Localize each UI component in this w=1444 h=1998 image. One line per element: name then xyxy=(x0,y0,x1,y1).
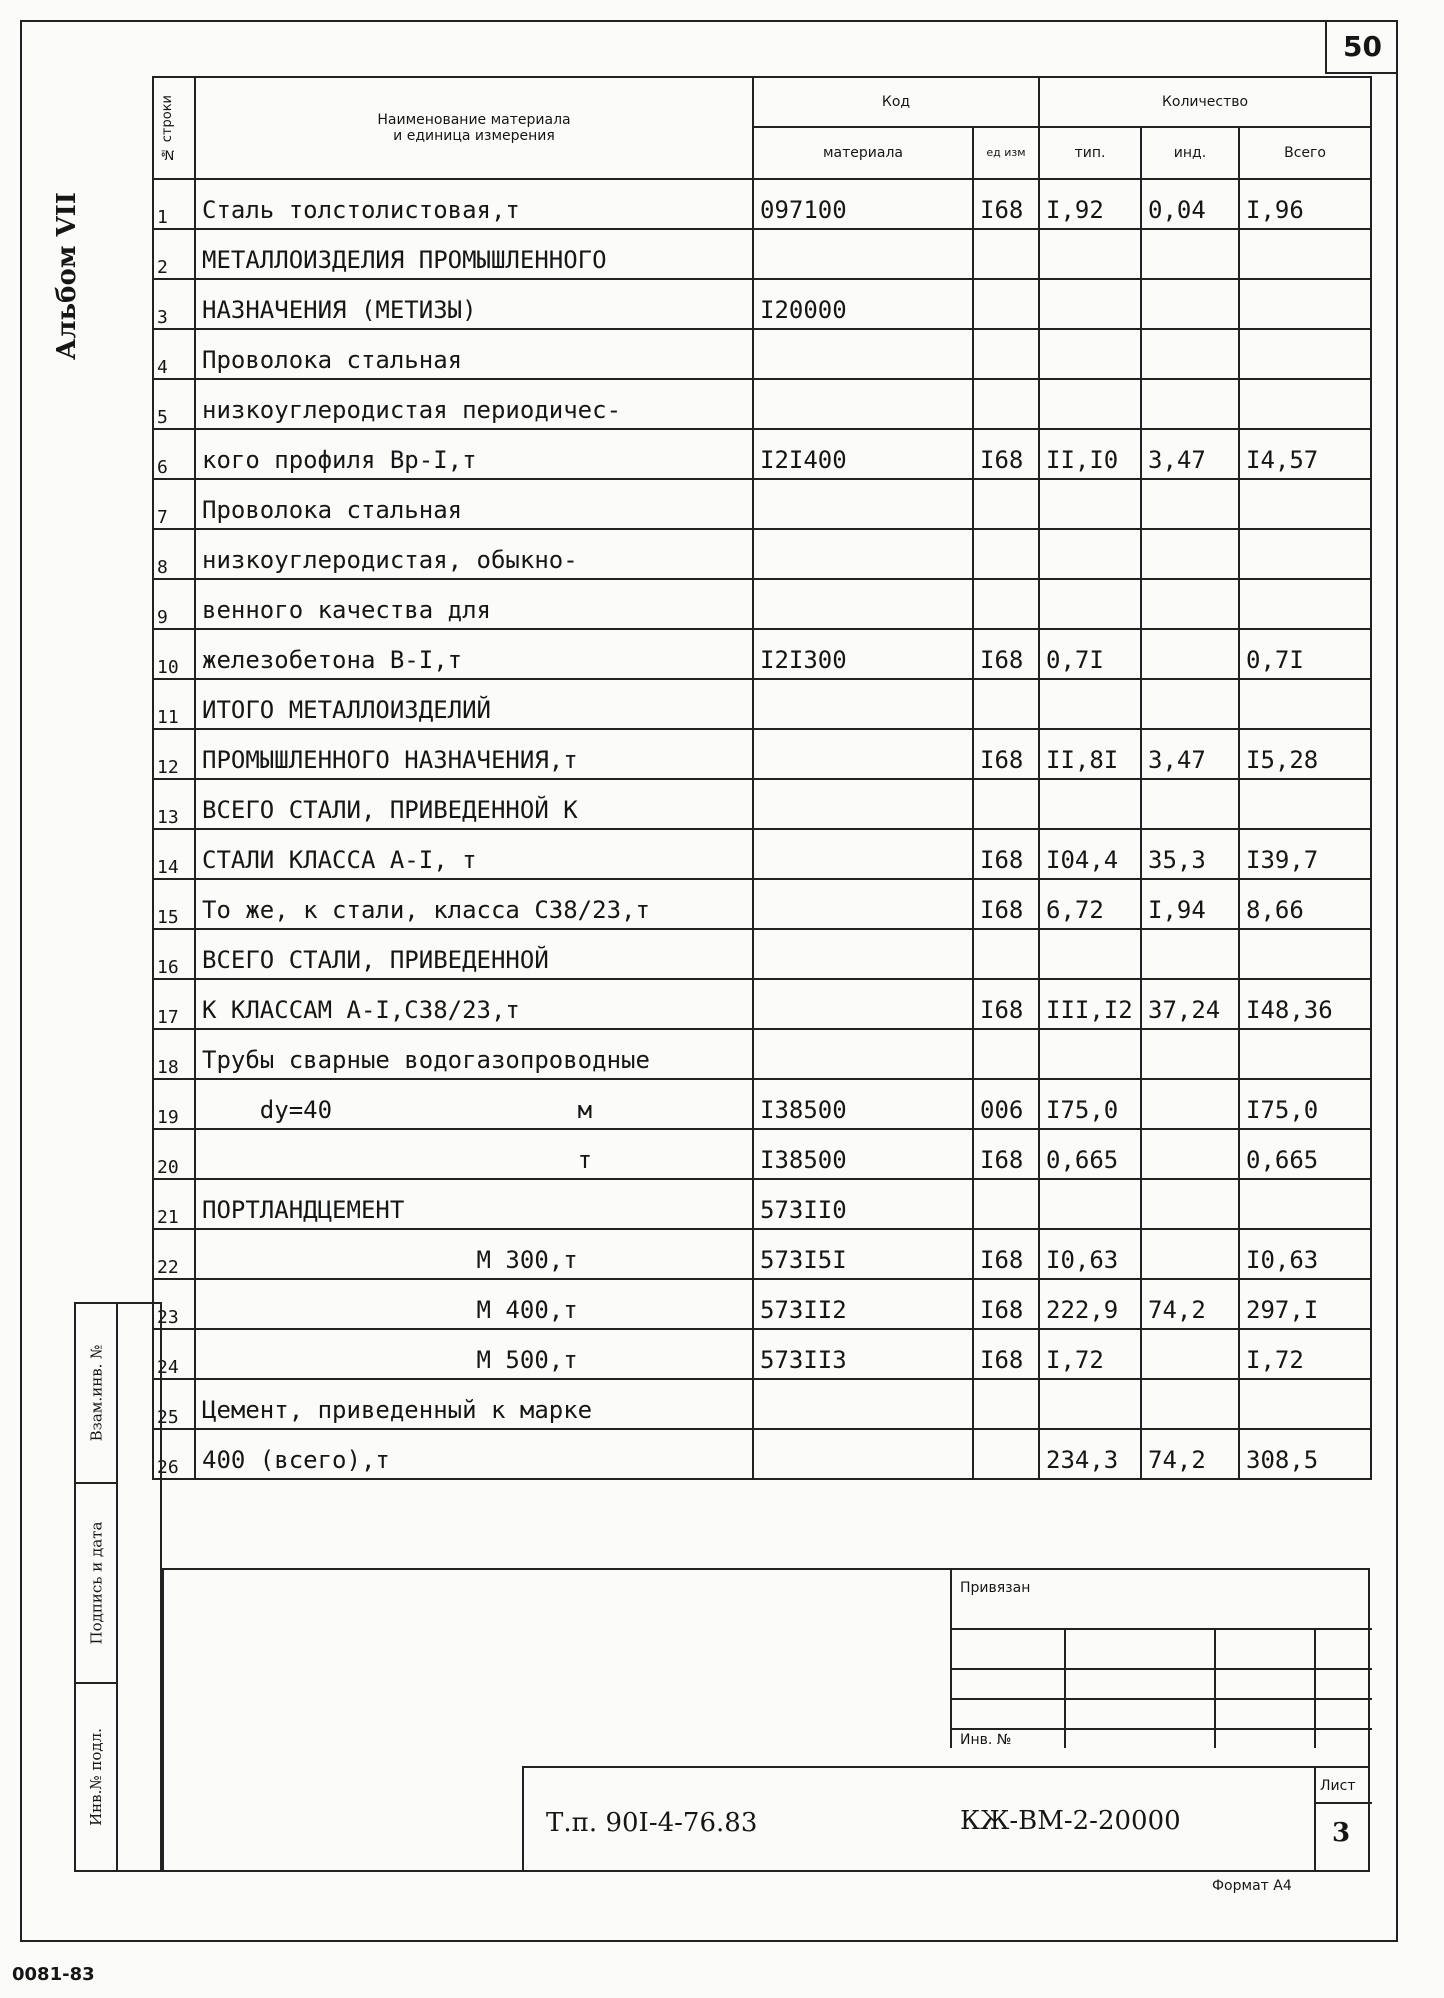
qty-total xyxy=(1239,479,1371,529)
qty-total: I39,7 xyxy=(1239,829,1371,879)
table-row xyxy=(153,1179,1371,1229)
material-name: Трубы сварные водогазопроводные xyxy=(195,1029,753,1079)
privyazan-col xyxy=(1314,1628,1316,1748)
tp-code: Т.п. 90I-4-76.83 xyxy=(546,1808,758,1838)
qty-total: 297,I xyxy=(1239,1279,1371,1329)
qty-total xyxy=(1239,1179,1371,1229)
unit-code: I68 xyxy=(973,179,1039,229)
row-number: 9 xyxy=(153,579,195,629)
qty-total: I4,57 xyxy=(1239,429,1371,479)
qty-tip: II,8I xyxy=(1039,729,1141,779)
qty-tip: 6,72 xyxy=(1039,879,1141,929)
qty-ind xyxy=(1141,629,1239,679)
qty-tip xyxy=(1039,229,1141,279)
material-name: Сталь толстолистовая,т xyxy=(195,179,753,229)
qty-total xyxy=(1239,679,1371,729)
qty-ind xyxy=(1141,229,1239,279)
unit-code: I68 xyxy=(973,629,1039,679)
privyazan-label: Привязан xyxy=(960,1580,1031,1596)
material-name: 400 (всего),т xyxy=(195,1429,753,1479)
header-code-unit: ед изм xyxy=(973,127,1039,179)
material-code xyxy=(753,779,973,829)
privyazan-line xyxy=(952,1728,1372,1730)
qty-tip: III,I2 xyxy=(1039,979,1141,1029)
material-name: ВСЕГО СТАЛИ, ПРИВЕДЕННОЙ xyxy=(195,929,753,979)
privyazan-col xyxy=(1064,1628,1066,1748)
table-row xyxy=(153,1379,1371,1429)
header-row-number: № строки xyxy=(153,77,195,179)
material-name: ПРОМЫШЛЕННОГО НАЗНАЧЕНИЯ,т xyxy=(195,729,753,779)
table-row xyxy=(153,179,1371,229)
header-code: Код xyxy=(753,77,1039,127)
qty-total xyxy=(1239,1029,1371,1079)
album-label: Альбом VII xyxy=(52,192,82,360)
material-code: I2I300 xyxy=(753,629,973,679)
qty-total: I75,0 xyxy=(1239,1079,1371,1129)
row-number: 23 xyxy=(153,1279,195,1329)
qty-total xyxy=(1239,279,1371,329)
unit-code xyxy=(973,379,1039,429)
row-number: 17 xyxy=(153,979,195,1029)
qty-tip xyxy=(1039,679,1141,729)
material-code xyxy=(753,879,973,929)
qty-tip: 222,9 xyxy=(1039,1279,1141,1329)
material-name: dy=40 м xyxy=(195,1079,753,1129)
row-number: 11 xyxy=(153,679,195,729)
qty-total: 0,665 xyxy=(1239,1129,1371,1179)
table-row xyxy=(153,729,1371,779)
row-number: 18 xyxy=(153,1029,195,1079)
header-material-name: Наименование материала и единица измерения xyxy=(195,77,753,179)
table-row xyxy=(153,279,1371,329)
table-row xyxy=(153,629,1371,679)
table-row xyxy=(153,879,1371,929)
qty-ind: 74,2 xyxy=(1141,1279,1239,1329)
qty-ind: 74,2 xyxy=(1141,1429,1239,1479)
material-name: НАЗНАЧЕНИЯ (МЕТИЗЫ) xyxy=(195,279,753,329)
unit-code: I68 xyxy=(973,1329,1039,1379)
qty-ind xyxy=(1141,479,1239,529)
unit-code: I68 xyxy=(973,1279,1039,1329)
material-name: Проволока стальная xyxy=(195,479,753,529)
header-code-material: материала xyxy=(753,127,973,179)
qty-ind: 35,3 xyxy=(1141,829,1239,879)
qty-tip: I,72 xyxy=(1039,1329,1141,1379)
material-code xyxy=(753,479,973,529)
qty-total xyxy=(1239,529,1371,579)
qty-tip xyxy=(1039,779,1141,829)
qty-total xyxy=(1239,329,1371,379)
material-code xyxy=(753,979,973,1029)
unit-code xyxy=(973,679,1039,729)
qty-tip xyxy=(1039,1029,1141,1079)
material-name: СТАЛИ КЛАССА А-I, т xyxy=(195,829,753,879)
qty-ind xyxy=(1141,1179,1239,1229)
table-row xyxy=(153,429,1371,479)
material-code: I38500 xyxy=(753,1129,973,1179)
doc-code: КЖ-ВМ-2-20000 xyxy=(960,1806,1181,1836)
material-name: Цемент, приведенный к марке xyxy=(195,1379,753,1429)
qty-ind xyxy=(1141,379,1239,429)
left-approval-stamp xyxy=(74,1302,162,1872)
table-row xyxy=(153,779,1371,829)
table-row xyxy=(153,829,1371,879)
qty-ind xyxy=(1141,929,1239,979)
qty-total xyxy=(1239,929,1371,979)
qty-tip xyxy=(1039,279,1141,329)
unit-code: I68 xyxy=(973,979,1039,1029)
qty-total: I0,63 xyxy=(1239,1229,1371,1279)
material-name: венного качества для xyxy=(195,579,753,629)
qty-total xyxy=(1239,379,1371,429)
row-number: 3 xyxy=(153,279,195,329)
qty-tip: 0,7I xyxy=(1039,629,1141,679)
material-code: I2I400 xyxy=(753,429,973,479)
material-name: То же, к стали, класса С38/23,т xyxy=(195,879,753,929)
unit-code xyxy=(973,1379,1039,1429)
page-number: 50 xyxy=(1325,20,1398,74)
qty-tip: II,I0 xyxy=(1039,429,1141,479)
unit-code xyxy=(973,929,1039,979)
material-code xyxy=(753,579,973,629)
row-number: 2 xyxy=(153,229,195,279)
row-number: 24 xyxy=(153,1329,195,1379)
material-code: 573II2 xyxy=(753,1279,973,1329)
material-code xyxy=(753,929,973,979)
qty-tip: I75,0 xyxy=(1039,1079,1141,1129)
unit-code xyxy=(973,1429,1039,1479)
qty-ind xyxy=(1141,679,1239,729)
qty-ind xyxy=(1141,1129,1239,1179)
table-row xyxy=(153,529,1371,579)
unit-code: I68 xyxy=(973,1229,1039,1279)
unit-code: I68 xyxy=(973,429,1039,479)
table-row xyxy=(153,1329,1371,1379)
material-name: низкоуглеродистая, обыкно- xyxy=(195,529,753,579)
qty-total xyxy=(1239,229,1371,279)
qty-total xyxy=(1239,579,1371,629)
unit-code xyxy=(973,329,1039,379)
materials-table xyxy=(152,76,1372,1480)
stamp-inv-podl: Инв.№ подл. xyxy=(87,1728,106,1826)
table-row xyxy=(153,579,1371,629)
sheet-divider xyxy=(1314,1768,1316,1872)
material-code: 573II3 xyxy=(753,1329,973,1379)
sheet-divider-h xyxy=(1314,1802,1372,1804)
qty-ind xyxy=(1141,779,1239,829)
privyazan-line xyxy=(952,1628,1372,1630)
archive-code: 0081-83 xyxy=(12,1964,95,1985)
privyazan-line xyxy=(952,1698,1372,1700)
table-row xyxy=(153,379,1371,429)
material-name: ВСЕГО СТАЛИ, ПРИВЕДЕННОЙ К xyxy=(195,779,753,829)
qty-total: I,72 xyxy=(1239,1329,1371,1379)
material-code xyxy=(753,379,973,429)
material-name: Проволока стальная xyxy=(195,329,753,379)
row-number: 14 xyxy=(153,829,195,879)
qty-tip xyxy=(1039,379,1141,429)
table-row xyxy=(153,1129,1371,1179)
qty-tip: I,92 xyxy=(1039,179,1141,229)
material-name: ПОРТЛАНДЦЕМЕНТ xyxy=(195,1179,753,1229)
header-quantity: Количество xyxy=(1039,77,1371,127)
table-row xyxy=(153,679,1371,729)
qty-ind xyxy=(1141,529,1239,579)
qty-ind: 3,47 xyxy=(1141,429,1239,479)
material-code xyxy=(753,229,973,279)
header-qty-ind: инд. xyxy=(1141,127,1239,179)
row-number: 1 xyxy=(153,179,195,229)
row-number: 6 xyxy=(153,429,195,479)
row-number: 19 xyxy=(153,1079,195,1129)
material-code xyxy=(753,329,973,379)
stamp-vzam-inv: Взам.инв. № xyxy=(76,1304,116,1484)
material-name: М 300,т xyxy=(195,1229,753,1279)
unit-code: 006 xyxy=(973,1079,1039,1129)
row-number: 20 xyxy=(153,1129,195,1179)
qty-tip xyxy=(1039,479,1141,529)
qty-total xyxy=(1239,1379,1371,1429)
row-number: 22 xyxy=(153,1229,195,1279)
qty-ind xyxy=(1141,1029,1239,1079)
table-row xyxy=(153,479,1371,529)
unit-code xyxy=(973,529,1039,579)
qty-ind: 0,04 xyxy=(1141,179,1239,229)
qty-tip xyxy=(1039,579,1141,629)
unit-code xyxy=(973,579,1039,629)
unit-code: I68 xyxy=(973,879,1039,929)
table-row xyxy=(153,1429,1371,1479)
qty-tip: 234,3 xyxy=(1039,1429,1141,1479)
material-code: 097100 xyxy=(753,179,973,229)
qty-tip xyxy=(1039,1179,1141,1229)
privyazan-block xyxy=(950,1568,1370,1748)
unit-code xyxy=(973,779,1039,829)
materials-rows xyxy=(153,179,1371,1479)
row-number: 10 xyxy=(153,629,195,679)
material-code xyxy=(753,1379,973,1429)
header-qty-total: Всего xyxy=(1239,127,1371,179)
table-row xyxy=(153,1029,1371,1079)
qty-ind xyxy=(1141,1079,1239,1129)
material-name: т xyxy=(195,1129,753,1179)
row-number: 15 xyxy=(153,879,195,929)
sheet-number: 3 xyxy=(1332,1818,1351,1848)
format-label: Формат А4 xyxy=(1212,1878,1292,1894)
unit-code xyxy=(973,479,1039,529)
material-name: К КЛАССАМ А-I,С38/23,т xyxy=(195,979,753,1029)
row-number: 5 xyxy=(153,379,195,429)
sheet-label: Лист xyxy=(1320,1778,1356,1794)
privyazan-col xyxy=(1214,1628,1216,1748)
material-name: ИТОГО МЕТАЛЛОИЗДЕЛИЙ xyxy=(195,679,753,729)
qty-tip: I04,4 xyxy=(1039,829,1141,879)
qty-ind: 37,24 xyxy=(1141,979,1239,1029)
qty-total: 308,5 xyxy=(1239,1429,1371,1479)
stamp-divider xyxy=(116,1304,118,1870)
table-row xyxy=(153,979,1371,1029)
qty-total: I,96 xyxy=(1239,179,1371,229)
unit-code: I68 xyxy=(973,1129,1039,1179)
header-qty-tip: тип. xyxy=(1039,127,1141,179)
material-code xyxy=(753,529,973,579)
material-name: кого профиля Вр-I,т xyxy=(195,429,753,479)
unit-code xyxy=(973,229,1039,279)
table-row xyxy=(153,929,1371,979)
title-block xyxy=(522,1766,1370,1872)
material-name: МЕТАЛЛОИЗДЕЛИЯ ПРОМЫШЛЕННОГО xyxy=(195,229,753,279)
table-row xyxy=(153,1279,1371,1329)
unit-code xyxy=(973,279,1039,329)
qty-ind xyxy=(1141,329,1239,379)
qty-tip: 0,665 xyxy=(1039,1129,1141,1179)
row-number: 4 xyxy=(153,329,195,379)
material-name: железобетона В-I,т xyxy=(195,629,753,679)
qty-total: I5,28 xyxy=(1239,729,1371,779)
material-code: 573I5I xyxy=(753,1229,973,1279)
unit-code xyxy=(973,1179,1039,1229)
qty-total: 0,7I xyxy=(1239,629,1371,679)
material-code xyxy=(753,679,973,729)
material-name: М 500,т xyxy=(195,1329,753,1379)
unit-code xyxy=(973,1029,1039,1079)
qty-ind: I,94 xyxy=(1141,879,1239,929)
stamp-podpis-data: Подпись и дата xyxy=(76,1484,116,1684)
qty-ind xyxy=(1141,579,1239,629)
table-row xyxy=(153,329,1371,379)
qty-total: 8,66 xyxy=(1239,879,1371,929)
material-code: 573II0 xyxy=(753,1179,973,1229)
qty-tip xyxy=(1039,329,1141,379)
material-name: низкоуглеродистая периодичес- xyxy=(195,379,753,429)
qty-total xyxy=(1239,779,1371,829)
table-row xyxy=(153,1229,1371,1279)
privyazan-line xyxy=(952,1668,1372,1670)
material-code xyxy=(753,1429,973,1479)
qty-ind xyxy=(1141,279,1239,329)
table-row xyxy=(153,1079,1371,1129)
unit-code: I68 xyxy=(973,729,1039,779)
row-number: 16 xyxy=(153,929,195,979)
material-code xyxy=(753,829,973,879)
material-code: I38500 xyxy=(753,1079,973,1129)
table-row xyxy=(153,229,1371,279)
material-code: I20000 xyxy=(753,279,973,329)
qty-tip: I0,63 xyxy=(1039,1229,1141,1279)
row-number: 12 xyxy=(153,729,195,779)
qty-ind: 3,47 xyxy=(1141,729,1239,779)
qty-ind xyxy=(1141,1329,1239,1379)
material-name: М 400,т xyxy=(195,1279,753,1329)
material-code xyxy=(753,1029,973,1079)
row-number: 13 xyxy=(153,779,195,829)
row-number: 25 xyxy=(153,1379,195,1429)
qty-tip xyxy=(1039,1379,1141,1429)
qty-tip xyxy=(1039,529,1141,579)
row-number: 8 xyxy=(153,529,195,579)
qty-tip xyxy=(1039,929,1141,979)
row-number: 21 xyxy=(153,1179,195,1229)
qty-ind xyxy=(1141,1229,1239,1279)
row-number: 26 xyxy=(153,1429,195,1479)
row-number: 7 xyxy=(153,479,195,529)
inv-no-label: Инв. № xyxy=(960,1732,1012,1748)
material-code xyxy=(753,729,973,779)
qty-total: I48,36 xyxy=(1239,979,1371,1029)
qty-ind xyxy=(1141,1379,1239,1429)
unit-code: I68 xyxy=(973,829,1039,879)
